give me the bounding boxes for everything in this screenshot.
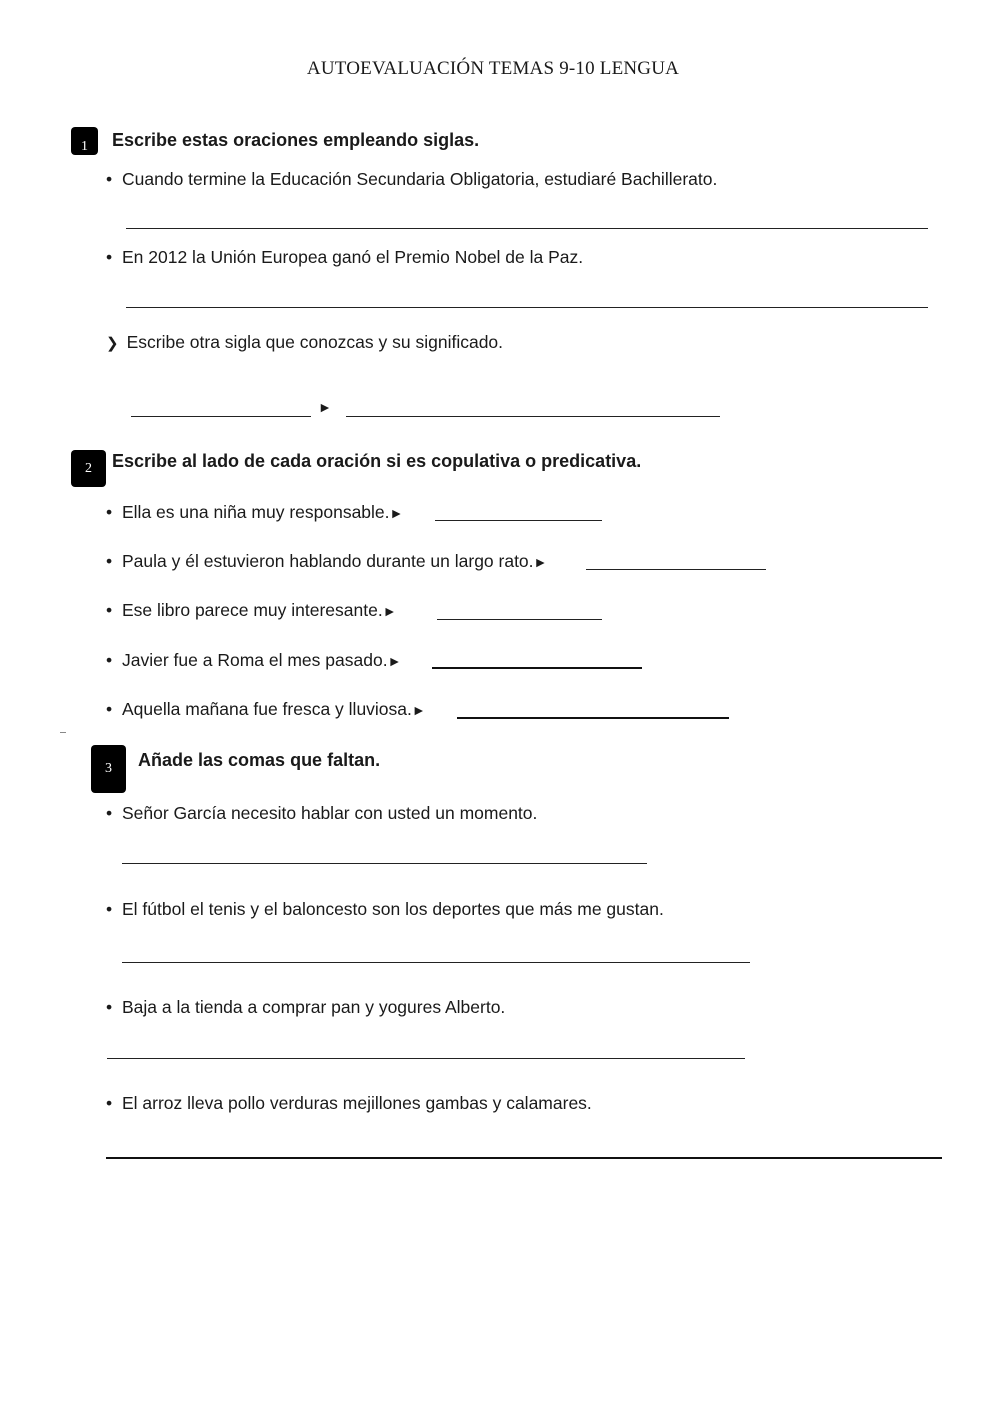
section-3-answer-1-input[interactable]	[122, 842, 645, 862]
section-3-item-4	[106, 1093, 592, 1114]
section-3-item-2	[106, 899, 664, 920]
section-2-item-3-text: Ese libro parece muy interesante.	[122, 600, 383, 620]
bullet-icon: •	[106, 247, 113, 267]
section-3-answer-3-input[interactable]	[107, 1037, 743, 1057]
bullet-icon: •	[106, 899, 113, 919]
section-2-answer-4-line	[432, 667, 642, 669]
section-1-answer-1-input[interactable]	[126, 206, 926, 226]
bullet-icon: •	[106, 803, 113, 823]
section-1-answer-2-line	[126, 307, 928, 308]
section-3-answer-2-input[interactable]	[122, 941, 748, 961]
section-2-answer-4-input[interactable]	[432, 647, 640, 667]
section-2-answer-2-line	[586, 569, 766, 570]
section-1-extra	[106, 332, 503, 353]
section-3-item-4-text: El arroz lleva pollo verduras mejillones gambas y calamares.	[122, 1093, 592, 1113]
arrow-right-icon: ►	[389, 505, 404, 521]
section-2-item-4	[106, 650, 401, 671]
section-1-heading: Escribe estas oraciones empleando siglas.	[112, 130, 480, 150]
section-1-answer-1-line	[126, 228, 928, 229]
section-2-answer-1-input[interactable]	[435, 500, 600, 520]
section-2-heading: Escribe al lado de cada oración si es copulativa o predicativa.	[112, 451, 642, 471]
section-1-meaning-line	[346, 416, 720, 417]
section-2-number-badge: 2	[71, 450, 106, 487]
section-3-item-1-text: Señor García necesito hablar con usted un momento.	[122, 803, 538, 823]
arrow-right-icon: ►	[387, 653, 402, 669]
chevron-right-icon: ❯	[106, 335, 119, 352]
page-title: AUTOEVALUACIÓN TEMAS 9-10 LENGUA	[306, 58, 680, 79]
bullet-icon: •	[106, 1093, 113, 1113]
section-1-extra-text: Escribe otra sigla que conozcas y su significado.	[126, 332, 504, 352]
section-1-answer-2-input[interactable]	[126, 285, 926, 305]
bullet-icon: •	[106, 600, 113, 620]
section-1-item-1-text: Cuando termine la Educación Secundaria Obligatoria, estudiaré Bachillerato.	[122, 169, 718, 189]
section-1-item-2	[106, 247, 583, 268]
section-1-acronym-line	[131, 416, 311, 417]
section-3-answer-4-line	[106, 1157, 942, 1159]
bullet-icon: •	[106, 650, 113, 670]
section-3-answer-2-line	[122, 962, 750, 963]
section-2-answer-5-input[interactable]	[457, 696, 727, 716]
arrow-right-icon: ►	[533, 554, 548, 570]
arrow-right-icon: ►	[382, 603, 397, 619]
section-2-item-2	[106, 551, 547, 572]
section-2-answer-2-input[interactable]	[586, 549, 764, 569]
section-2-answer-3-line	[437, 619, 602, 620]
section-1-item-2-text: En 2012 la Unión Europea ganó el Premio Nobel de la Paz.	[122, 247, 584, 267]
section-1-item-1	[106, 169, 717, 190]
section-3-item-1	[106, 803, 537, 824]
section-3-number-badge: 3	[91, 745, 126, 793]
bullet-icon: •	[106, 169, 113, 189]
section-3-heading: Añade las comas que faltan.	[138, 750, 381, 770]
arrow-right-icon: ►	[318, 399, 332, 415]
section-3-item-3-text: Baja a la tienda a comprar pan y yogures Alberto.	[122, 997, 506, 1017]
section-3-answer-4-input[interactable]	[106, 1135, 940, 1155]
arrow-right-icon: ►	[411, 702, 426, 718]
section-3-item-2-text: El fútbol el tenis y el baloncesto son los deportes que más me gustan.	[122, 899, 664, 919]
bullet-icon: •	[106, 551, 113, 571]
margin-mark	[60, 732, 66, 733]
section-2-item-5-text: Aquella mañana fue fresca y lluviosa.	[122, 699, 412, 719]
section-1-number-badge: 1	[71, 127, 98, 155]
section-3-answer-1-line	[122, 863, 647, 864]
section-2-item-3	[106, 600, 397, 621]
section-2-answer-3-input[interactable]	[437, 598, 600, 618]
section-2-answer-1-line	[435, 520, 602, 521]
section-2-item-4-text: Javier fue a Roma el mes pasado.	[122, 650, 388, 670]
section-2-item-1-text: Ella es una niña muy responsable.	[122, 502, 390, 522]
section-3-answer-3-line	[107, 1058, 745, 1059]
section-2-item-1	[106, 502, 403, 523]
section-1-acronym-input[interactable]	[131, 395, 309, 415]
section-3-item-3	[106, 997, 505, 1018]
section-2-item-2-text: Paula y él estuvieron hablando durante un largo rato.	[122, 551, 534, 571]
section-2-item-5	[106, 699, 426, 720]
section-1-meaning-input[interactable]	[346, 395, 718, 415]
bullet-icon: •	[106, 502, 113, 522]
bullet-icon: •	[106, 699, 113, 719]
bullet-icon: •	[106, 997, 113, 1017]
section-2-answer-5-line	[457, 717, 729, 719]
